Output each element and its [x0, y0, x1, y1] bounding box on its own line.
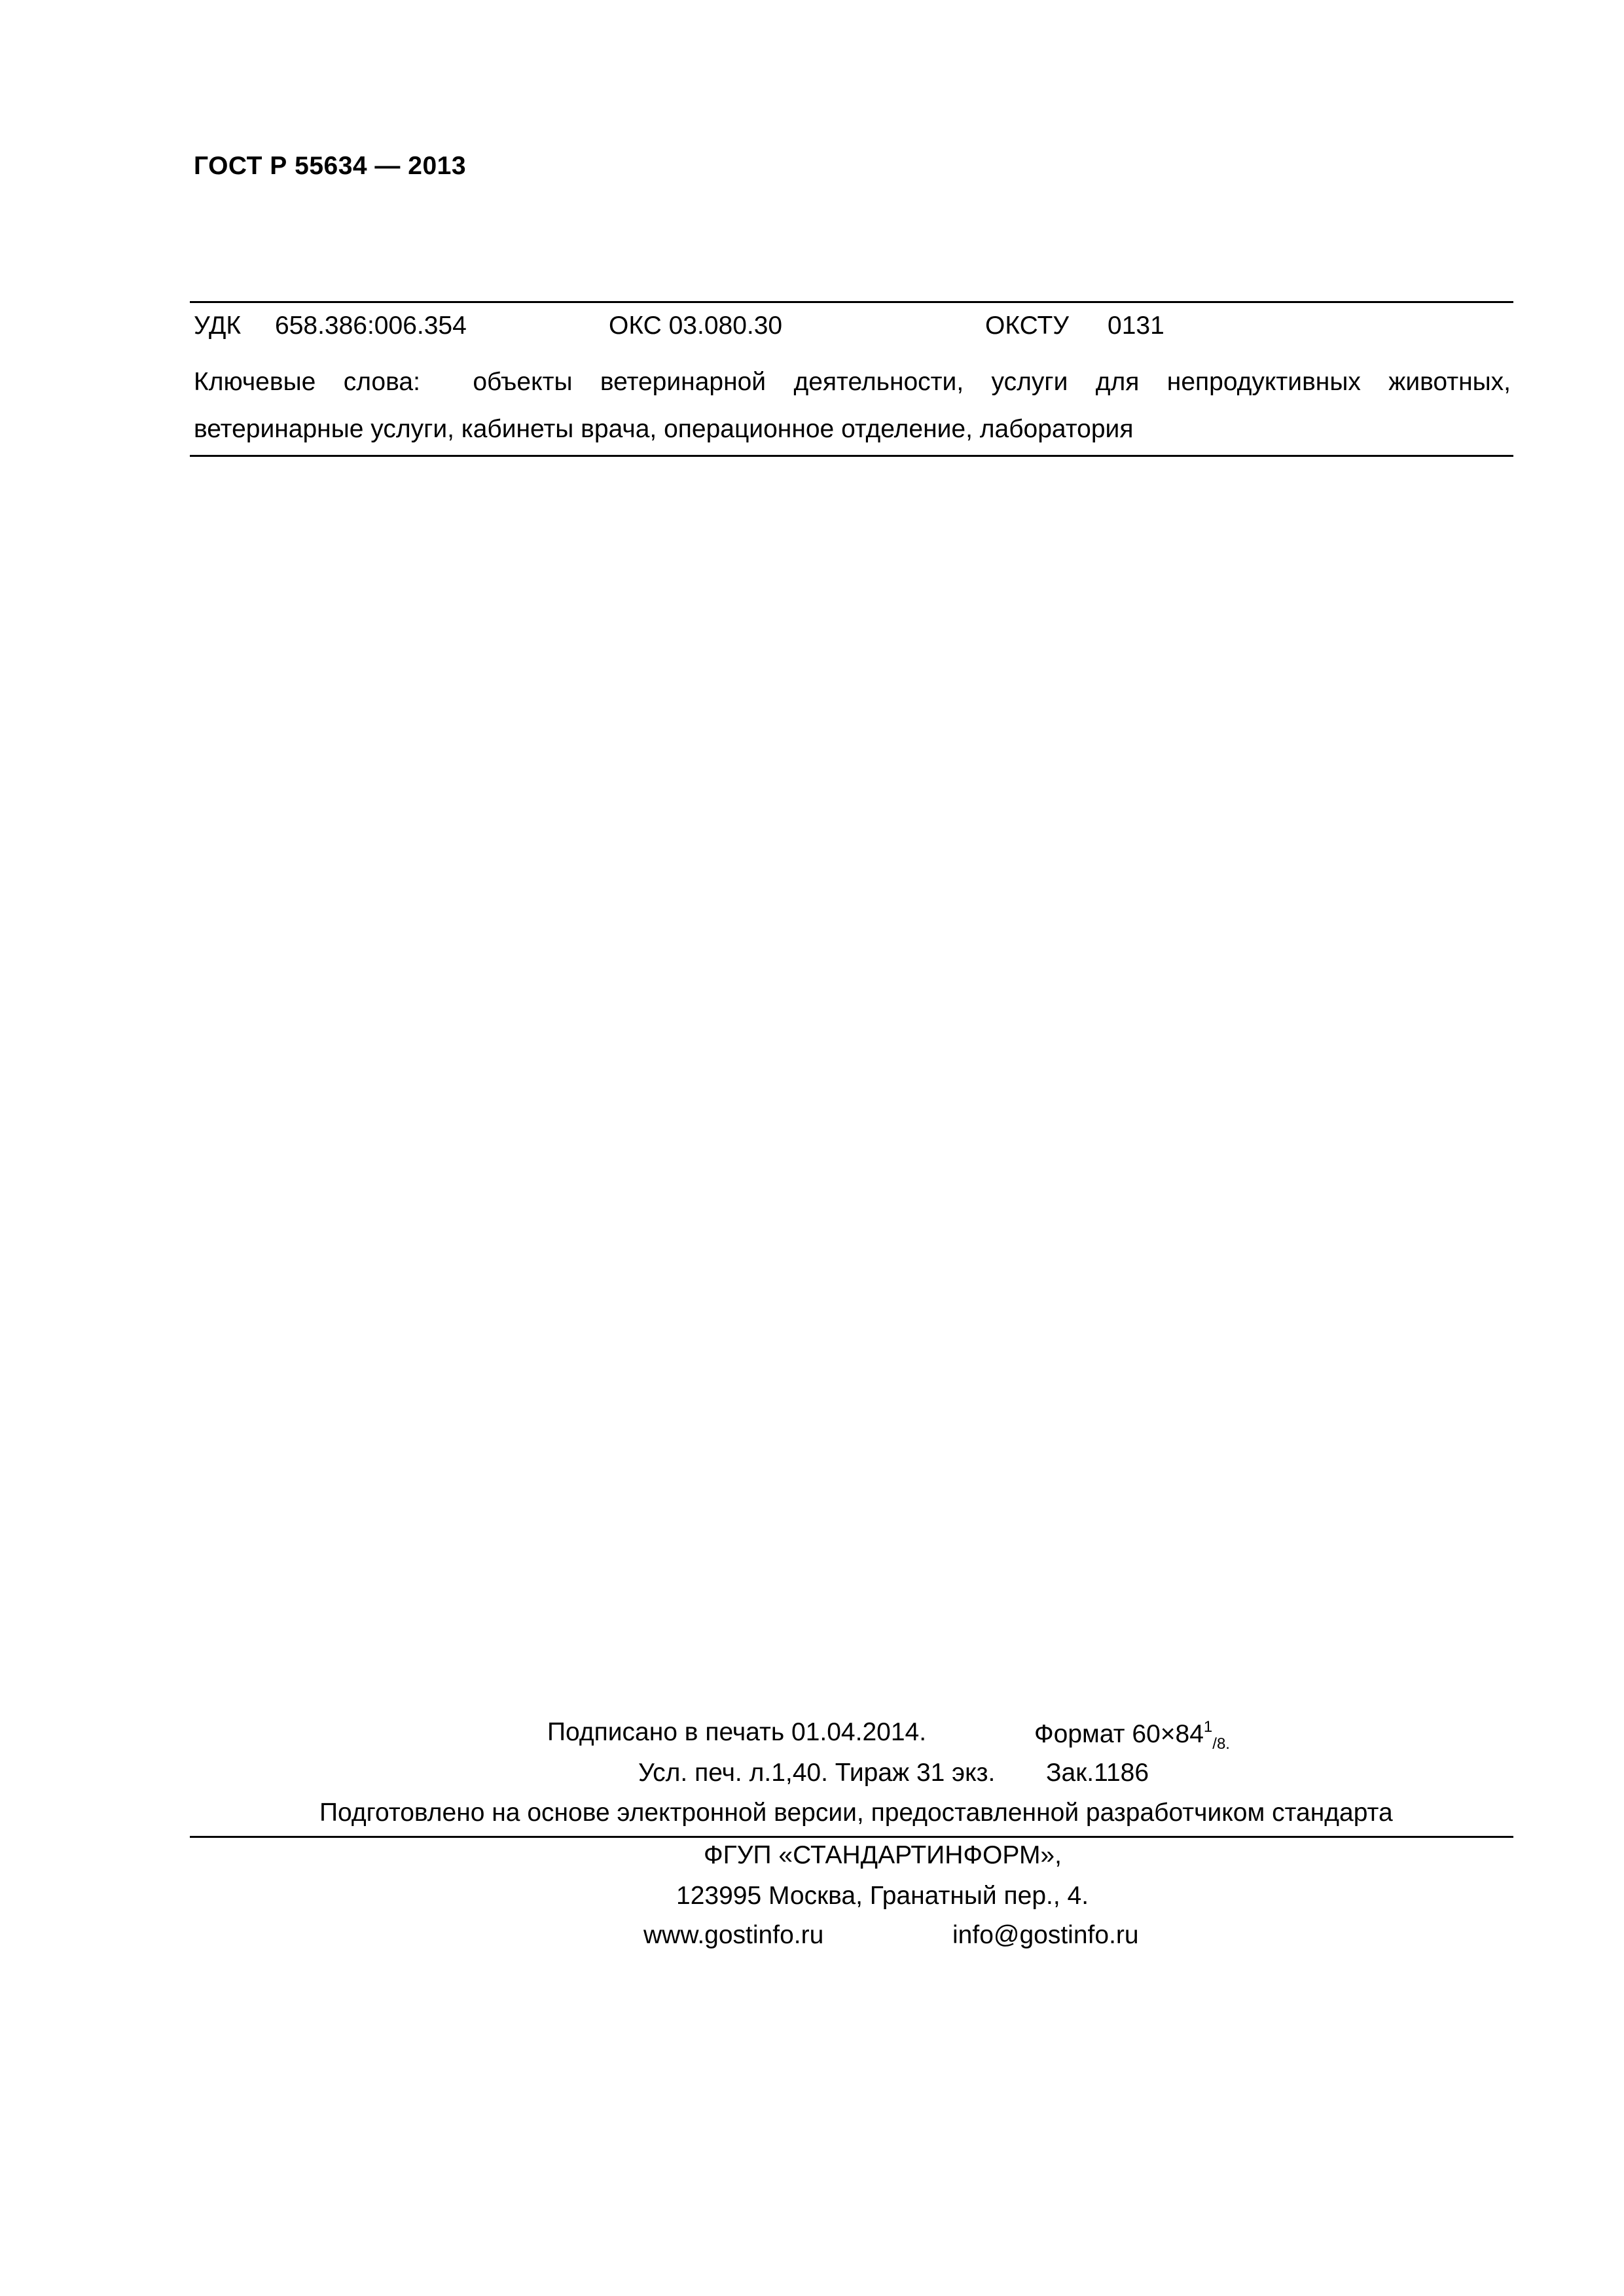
order-number: Зак.1186: [1046, 1759, 1149, 1787]
okstu-value: 0131: [1108, 312, 1164, 340]
top-divider: [190, 301, 1513, 303]
signed-date: Подписано в печать 01.04.2014.: [547, 1718, 927, 1746]
keywords-text: объекты ветеринарной деятельности, услуги для непродуктивных животных, ветеринарные услуги, кабинеты врача, операционное отделение, лаборатория: [194, 368, 1511, 443]
publisher-email: info@gostinfo.ru: [952, 1921, 1139, 1949]
print-conditions: Усл. печ. л.1,40. Тираж 31 экз.: [638, 1759, 996, 1787]
publisher-address: 123995 Москва, Гранатный пер., 4.: [676, 1882, 1089, 1910]
okstu-label: ОКСТУ: [985, 312, 1070, 340]
format-denominator: /8.: [1212, 1735, 1230, 1753]
udk-label: УДК: [194, 312, 242, 340]
oks-code: ОКС 03.080.30: [609, 312, 783, 340]
keywords-label: Ключевые слова:: [194, 368, 420, 396]
prepared-note: Подготовлено на основе электронной версии, предоставленной разработчиком стандарта: [319, 1799, 1393, 1827]
classification-codes: [0, 312, 1624, 346]
format-text: Формат 60×84: [1034, 1720, 1204, 1748]
publisher-name: ФГУП «СТАНДАРТИНФОРМ»,: [704, 1841, 1062, 1869]
document-title: ГОСТ Р 55634 — 2013: [194, 152, 467, 180]
keywords-divider: [190, 455, 1513, 457]
imprint-divider: [190, 1836, 1513, 1838]
udk-value: 658.386:006.354: [275, 312, 467, 340]
publisher-website: www.gostinfo.ru: [643, 1921, 824, 1949]
keywords-paragraph: [194, 359, 1511, 453]
format-numerator: 1: [1203, 1718, 1213, 1736]
paper-format: [1034, 1718, 1230, 1753]
